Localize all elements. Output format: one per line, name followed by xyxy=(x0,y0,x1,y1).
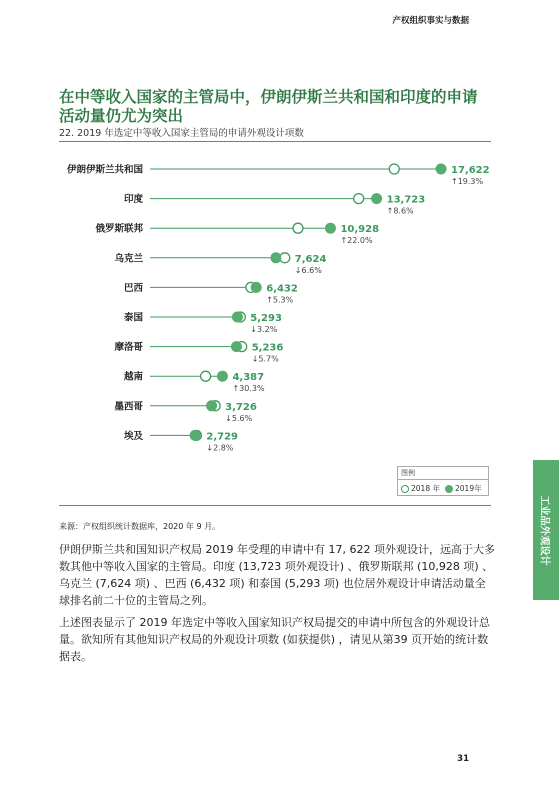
dot-2019 xyxy=(251,282,262,293)
dot-2019 xyxy=(206,400,217,411)
value-label: 3,726 xyxy=(225,401,257,413)
dot-2018 xyxy=(201,371,211,381)
legend-label-2019: 2019年 xyxy=(455,484,482,493)
value-label: 13,723 xyxy=(386,194,426,206)
value-label: 17,622 xyxy=(451,165,490,176)
category-label: 越南 xyxy=(123,371,143,383)
section-header: 产权组织事实与数据 xyxy=(392,16,469,26)
legend-label-2018: 2018 年 xyxy=(411,484,440,493)
category-label: 埃及 xyxy=(123,430,143,442)
dot-2019 xyxy=(436,164,447,175)
page-number: 31 xyxy=(457,754,469,764)
legend-title: 图例 xyxy=(401,469,415,477)
bottom-rule xyxy=(59,505,491,506)
change-label: ↑30.3% xyxy=(232,384,265,394)
dot-2018 xyxy=(293,223,303,233)
source-note: 来源：产权组织统计数据库，2020 年 9 月。 xyxy=(59,522,221,531)
value-label: 2,729 xyxy=(206,431,239,443)
dot-2019 xyxy=(232,312,243,323)
value-label: 10,928 xyxy=(340,224,380,236)
change-label: ↑5.3% xyxy=(266,295,294,305)
category-label: 伊朗伊斯兰共和国 xyxy=(66,164,143,176)
dot-2019 xyxy=(231,341,242,352)
value-label: 7,624 xyxy=(294,253,327,265)
change-label: ↑19.3% xyxy=(451,177,484,186)
side-tab-label: 工业品外观设计 xyxy=(538,495,550,565)
change-label: ↓3.2% xyxy=(250,325,278,334)
dot-2018 xyxy=(354,194,364,204)
body-paragraph-1: 伊朗伊斯兰共和国知识产权局 2019 年受理的申请中有 17, 622 项外观设计，远高于大多数其他中等收入国家的主管局。印度 (13,723 项外观设计) 、俄罗斯联邦 (10,928 项) 、乌克兰 (7,624 项) 、巴西 (6,432 项) 和泰国 (5,293 项) 也位居外观设计申请活动量全球排名前二十位的主管局之列。 xyxy=(59,543,495,607)
dot-2019 xyxy=(270,252,281,263)
value-label: 5,236 xyxy=(251,342,284,354)
category-label: 印度 xyxy=(123,194,143,206)
body-paragraph-2: 上述图表显示了 2019 年选定中等收入国家知识产权局提交的申请中所包含的外观设计总量。欲知所有其他知识产权局的外观设计项数 (如获提供) ，请见从第39 页开始的统计数据表。 xyxy=(59,616,490,663)
change-label: ↑22.0% xyxy=(340,236,373,246)
value-label: 6,432 xyxy=(266,283,298,295)
change-label: ↑8.6% xyxy=(386,206,414,216)
change-label: ↓6.6% xyxy=(294,265,322,275)
legend-divider xyxy=(398,479,488,480)
category-label: 墨西哥 xyxy=(114,401,143,413)
legend-dot-2018-icon xyxy=(401,485,409,493)
figure-caption: 22. 2019 年选定中等收入国家主管局的申请外观设计项数 xyxy=(59,128,304,139)
category-label: 俄罗斯联邦 xyxy=(95,223,143,235)
change-label: ↓2.8% xyxy=(206,443,234,453)
change-label: ↓5.6% xyxy=(225,413,253,423)
headline: 在中等收入国家的主管局中，伊朗伊斯兰共和国和印度的申请活动量仍尤为突出 xyxy=(59,88,478,125)
legend xyxy=(397,466,489,496)
dot-2019 xyxy=(217,371,228,382)
dot-2019 xyxy=(190,430,201,441)
dot-2019 xyxy=(371,193,382,204)
dot-2018 xyxy=(389,164,399,174)
category-label: 巴西 xyxy=(123,282,143,294)
legend-item-2018 xyxy=(401,483,440,494)
legend-item-2019 xyxy=(445,483,482,494)
change-label: ↓5.7% xyxy=(251,354,279,364)
dot-2019 xyxy=(325,223,336,234)
value-label: 4,387 xyxy=(232,372,265,384)
category-label: 乌克兰 xyxy=(114,253,143,265)
category-label: 泰国 xyxy=(123,312,143,324)
category-label: 摩洛哥 xyxy=(114,342,143,354)
value-label: 5,293 xyxy=(250,313,282,324)
legend-dot-2019-icon xyxy=(445,485,453,493)
